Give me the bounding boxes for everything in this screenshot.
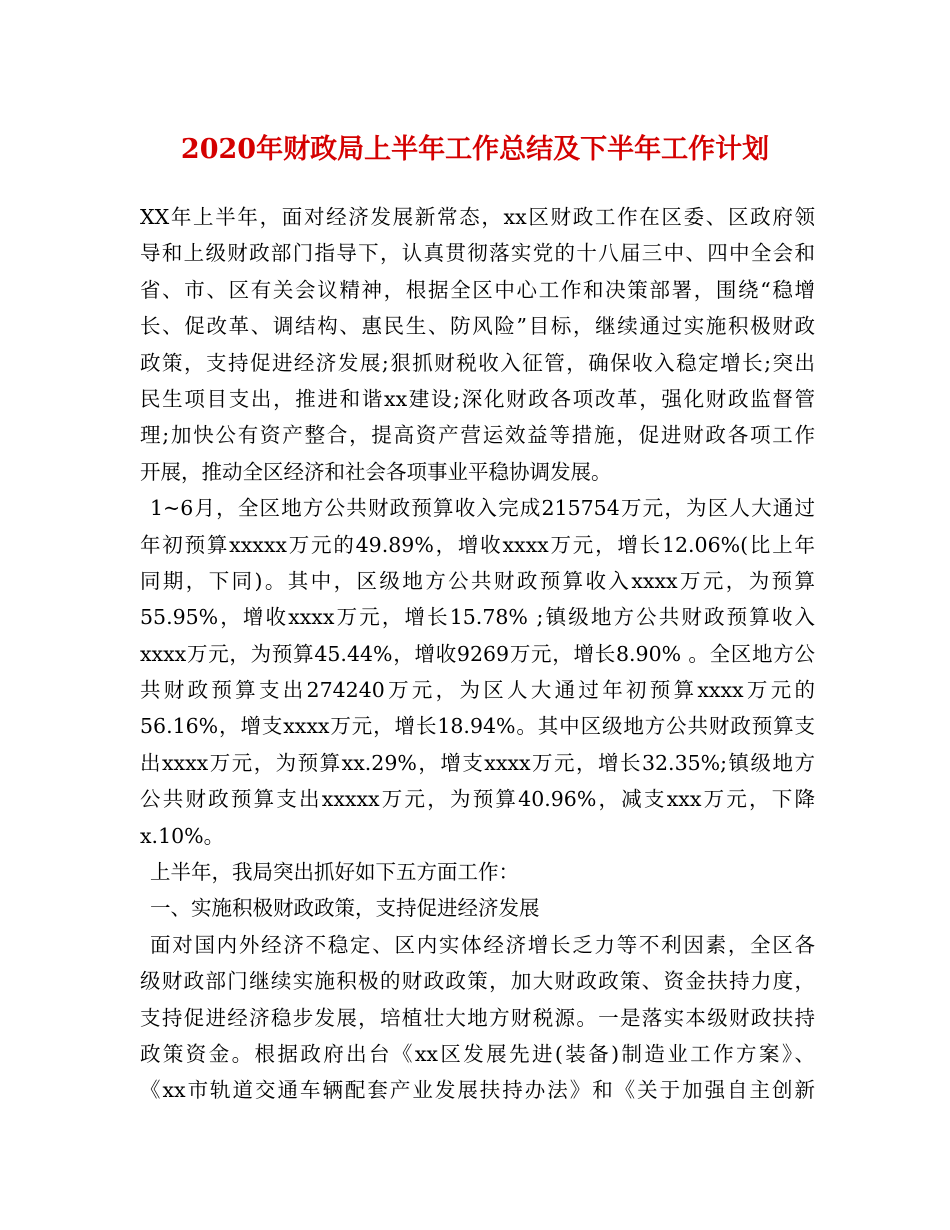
body-line: XX年上半年，面对经济发展新常态，xx区财政工作在区委、区政府领 [140,205,815,229]
body-line: 开展，推动全区经济和社会各项事业平稳协调发展。 [140,459,612,484]
body-line: 长、促改革、调结构、惠民生、防风险”目标，继续通过实施积极财政 [140,314,815,339]
body-line: 民生项目支出，推进和谐xx建设;深化财政各项改革，强化财政监督管 [140,386,815,411]
document-title: 2020年财政局上半年工作总结及下半年工作计划 [180,134,770,165]
body-line: 1~6月，全区地方公共财政预算收入完成215754万元，为区人大通过 [150,496,815,521]
body-line: 理;加快公有资产整合，提高资产营运效益等措施，促进财政各项工作 [140,423,815,448]
body-line: 面对国内外经济不稳定、区内实体经济增长乏力等不利因素，全区各 [150,932,815,957]
body-line: 56.16%，增支xxxx万元，增长18.94%。其中区级地方公共财政预算支 [140,714,815,739]
body-line: 支持促进经济稳步发展，培植壮大地方财税源。一是落实本级财政扶持 [140,1005,815,1030]
body-line: xxxx万元，为预算45.44%，增收9269万元，增长8.90% 。全区地方公 [140,641,815,666]
body-line: 省、市、区有关会议精神，根据全区中心工作和决策部署，围绕“稳增 [140,277,815,302]
body-line: 政策资金。根据政府出台《xx区发展先进(装备)制造业工作方案》、 [140,1041,815,1066]
body-line: 级财政部门继续实施积极的财政政策，加大财政政策、资金扶持力度， [140,969,815,994]
document-body [140,199,815,1109]
body-line: 上半年，我局突出抓好如下五方面工作： [150,860,519,885]
body-line: 55.95%，增收xxxx万元，增长15.78% ;镇级地方公共财政预算收入 [140,605,815,630]
body-line: 共财政预算支出274240万元，为区人大通过年初预算xxxx万元的 [140,678,815,703]
body-line: 年初预算xxxxx万元的49.89%，增收xxxx万元，增长12.06%(比上年 [140,532,815,557]
body-line: 导和上级财政部门指导下，认真贯彻落实党的十八届三中、四中全会和 [140,241,815,266]
body-line: 一、实施积极财政政策，支持促进经济发展 [150,896,540,921]
body-line: 《xx市轨道交通车辆配套产业发展扶持办法》和《关于加强自主创新 [140,1078,815,1103]
body-line: 公共财政预算支出xxxxx万元，为预算40.96%，减支xxx万元，下降 [140,787,815,812]
body-line: 出xxxx万元，为预算xx.29%，增支xxxx万元，增长32.35%;镇级地方 [140,750,815,775]
body-line: 政策，支持促进经济发展;狠抓财税收入征管，确保收入稳定增长;突出 [140,350,815,375]
body-line: 同期，下同)。其中，区级地方公共财政预算收入xxxx万元，为预算 [140,568,815,593]
body-line: x.10%。 [140,823,225,848]
